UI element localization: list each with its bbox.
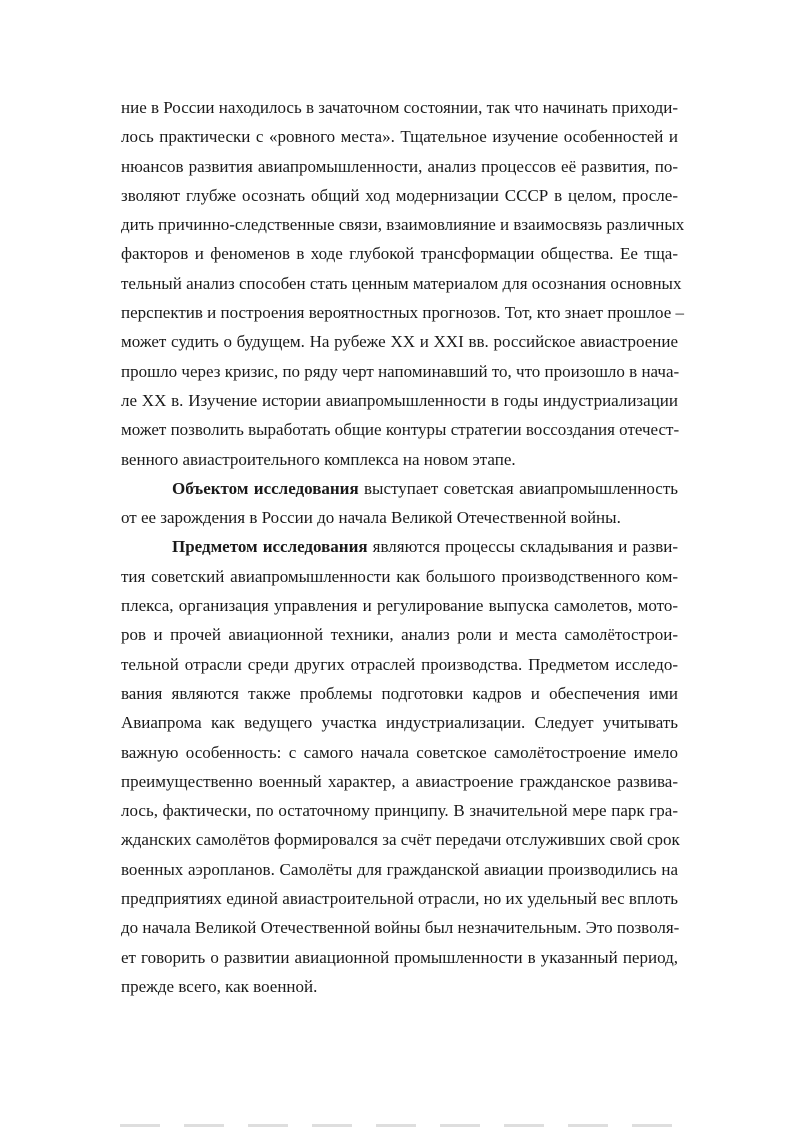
paragraph-1-line: перспектив и построения вероятностных прогнозов. Тот, кто знает прошлое – xyxy=(121,303,684,323)
paragraph-2-line: от ее зарождения в России до начала Великой Отечественной войны. xyxy=(121,508,621,528)
paragraph-1-line: ние в России находилось в зачаточном состоянии, так что начинать приходи- xyxy=(121,98,678,117)
paragraph-3-line: преимущественно военный характер, а авиастроение гражданское развива- xyxy=(121,771,678,791)
research-subject-heading: Предметом исследования xyxy=(172,537,368,557)
paragraph-1-line: дить причинно-следственные связи, взаимовлияние и взаимосвязь различных xyxy=(121,215,685,235)
paragraph-3-line: плекса, организация управления и регулирование выпуска самолетов, мото- xyxy=(121,596,678,616)
paragraph-3-line: Авиапрома как ведущего участка индустриализации. Следует учитывать xyxy=(121,713,678,733)
paragraph-1-line: ле XX в. Изучение истории авиапромышленности в годы индустриализации xyxy=(121,390,678,410)
paragraph-1-line: лось практически с «ровного места». Тщательное изучение особенностей и xyxy=(121,127,678,147)
paragraph-3-line: ров и прочей авиационной техники, анализ роли и места самолётострои- xyxy=(121,625,678,645)
paragraph-3-line: предприятиях единой авиастроительной отрасли, но их удельный вес вплоть xyxy=(121,889,678,909)
paragraph-3-line: важную особенность: с самого начала советское самолётостроение имело xyxy=(121,742,678,762)
paragraph-3-line xyxy=(121,532,678,561)
paragraph-1-line: нюансов развития авиапромышленности, анализ процессов её развития, по- xyxy=(121,156,678,176)
paragraph-1-line: тельный анализ способен стать ценным материалом для осознания основных xyxy=(121,273,682,293)
paragraph-3-line: жданских самолётов формировался за счёт передачи отслуживших свой срок xyxy=(121,830,680,850)
paragraph-3-text: являются процессы складывания и разви- xyxy=(367,537,678,557)
paragraph-3-line: лось, фактически, по остаточному принципу. В значительной мере парк гра- xyxy=(121,801,678,821)
paragraph-3-line: тия советский авиапромышленности как большого производственного ком- xyxy=(121,566,678,586)
paragraph-1-line: факторов и феноменов в ходе глубокой трансформации общества. Ее тща- xyxy=(121,244,678,264)
paragraph-1-line: может позволить выработать общие контуры стратегии воссоздания отечест- xyxy=(121,420,680,440)
paragraph-2-line xyxy=(121,474,678,503)
research-object-heading: Объектом исследования xyxy=(172,478,359,498)
paragraph-1-line: венного авиастроительного комплекса на новом этапе. xyxy=(121,449,516,469)
paragraph-3-line: тельной отрасли среди других отраслей производства. Предметом исследо- xyxy=(121,654,678,674)
paragraph-3-line: военных аэропланов. Самолёты для гражданской авиации производились на xyxy=(121,859,678,879)
paragraph-1-line: может судить о будущем. На рубеже XX и XXI вв. российское авиастроение xyxy=(121,332,678,352)
scan-bottom-edge xyxy=(120,1124,680,1127)
paragraph-3-line: до начала Великой Отечественной войны был незначительным. Это позволя- xyxy=(121,918,680,938)
paragraph-1-line: зволяют глубже осознать общий ход модернизации СССР в целом, просле- xyxy=(121,185,678,205)
paragraph-3-line: ет говорить о развитии авиационной промышленности в указанный период, xyxy=(121,947,678,967)
paragraph-3-line: вания являются также проблемы подготовки кадров и обеспечения ими xyxy=(121,683,678,703)
paragraph-2-text: выступает советская авиапромышленность xyxy=(358,478,678,498)
paragraph-1-line: прошло через кризис, по ряду черт напоминавший то, что произошло в нача- xyxy=(121,361,680,381)
paragraph-3-line: прежде всего, как военной. xyxy=(121,976,318,996)
document-body xyxy=(121,93,685,1001)
